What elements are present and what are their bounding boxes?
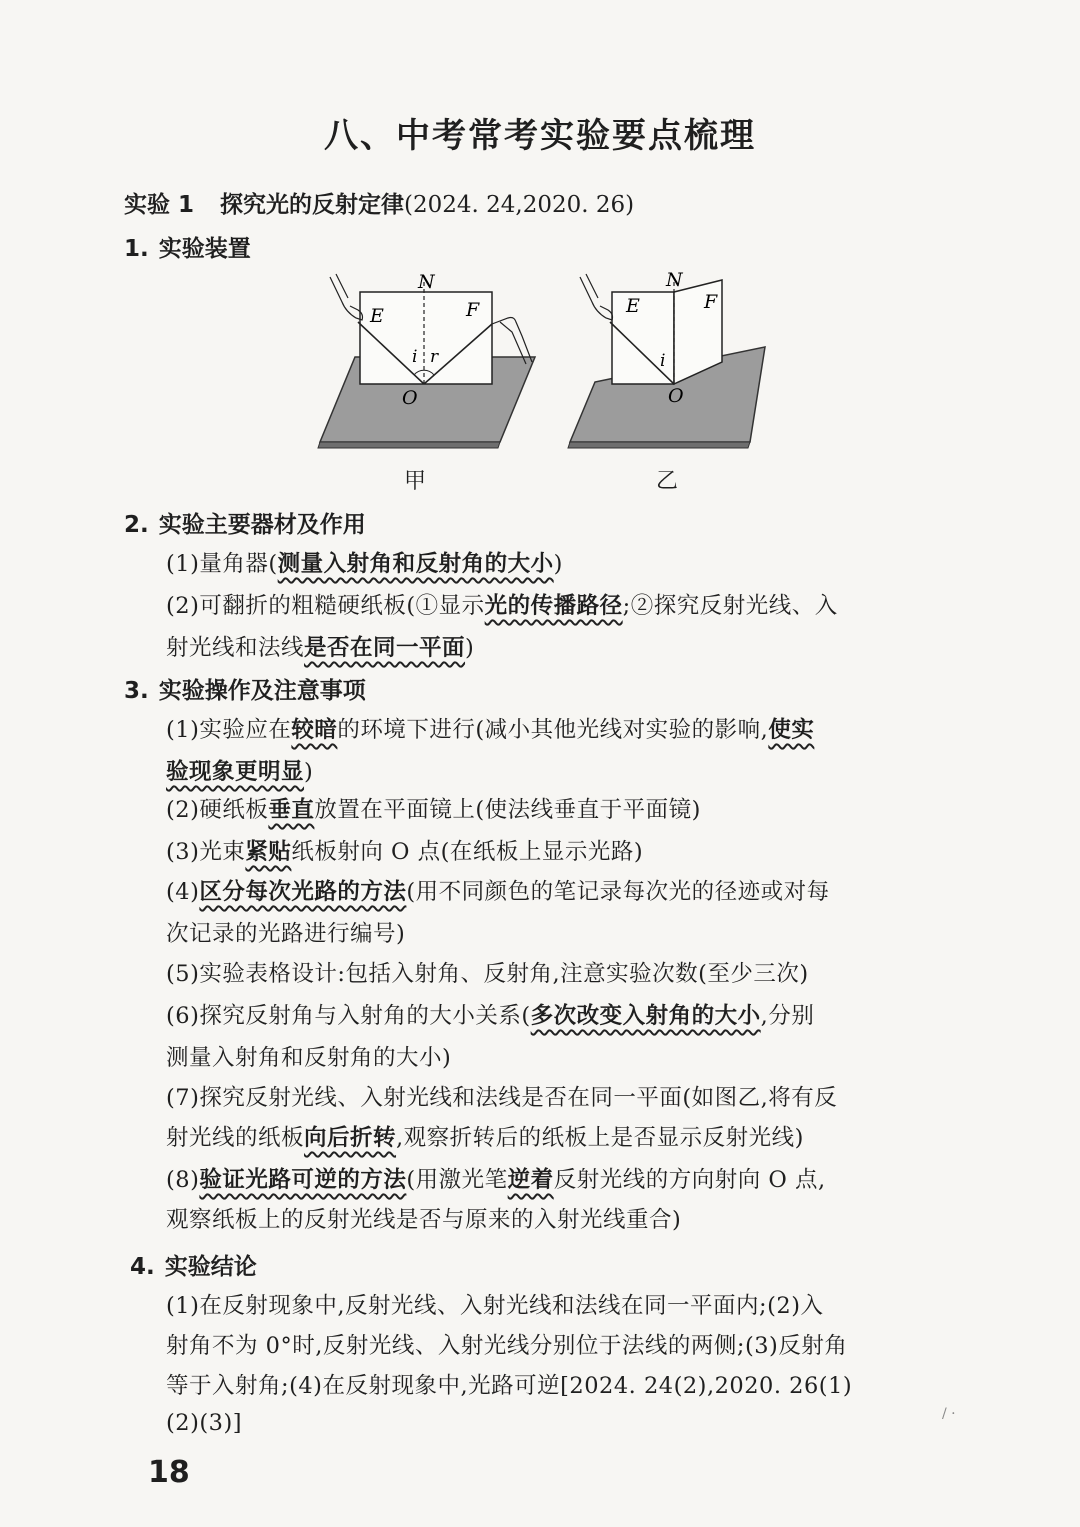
conclusion-line-4: (2)(3)] xyxy=(166,1410,243,1436)
key-point: 区分每次光路的方法 xyxy=(199,879,407,905)
section-apparatus xyxy=(124,230,251,263)
label-N-right: N xyxy=(666,269,683,291)
section-number: 3. xyxy=(124,678,149,704)
experiment-label: 实验 1 xyxy=(124,192,195,218)
conclusion-line-2: 射角不为 0°时,反射光线、入射光线分别位于法线的两侧;(3)反射角 xyxy=(166,1333,848,1359)
operation-6b: 测量入射角和反射角的大小) xyxy=(166,1045,452,1071)
section-number: 4. xyxy=(130,1254,155,1280)
operation-4b: 次记录的光路进行编号) xyxy=(166,921,406,947)
materials-line-3: 射光线和法线是否在同一平面) xyxy=(166,635,475,661)
caption-jia: 甲 xyxy=(404,469,427,494)
conclusion-line-3: 等于入射角;(4)在反射现象中,光路可逆[2024. 24(2),2020. 26(1) xyxy=(166,1373,853,1399)
operation-6a: (6)探究反射角与入射角的大小关系(多次改变入射角的大小,分别 xyxy=(166,1003,815,1029)
experiment-name: 探究光的反射定律 xyxy=(220,192,405,218)
section-title: 实验装置 xyxy=(158,236,251,262)
key-point: 是否在同一平面 xyxy=(304,635,466,661)
label-F: F xyxy=(466,299,480,321)
label-i-right: i xyxy=(660,351,666,371)
label-O-right: O xyxy=(668,385,684,407)
operation-4a: (4)区分每次光路的方法(用不同颜色的笔记录每次光的径迹或对每 xyxy=(166,879,830,905)
figure-left xyxy=(318,271,535,448)
conclusion-line-1: (1)在反射现象中,反射光线、入射光线和法线在同一平面内;(2)入 xyxy=(166,1293,824,1319)
label-F-right: F xyxy=(704,291,718,313)
section-operations xyxy=(124,672,366,705)
caption-yi: 乙 xyxy=(656,469,679,494)
key-point: 光的传播路径 xyxy=(484,593,623,619)
key-point: 垂直 xyxy=(268,797,315,823)
mirror-edge-right xyxy=(568,442,750,448)
operation-8b: 观察纸板上的反射光线是否与原来的入射光线重合) xyxy=(166,1207,682,1233)
page-number: 18 xyxy=(148,1455,190,1490)
materials-line-2: (2)可翻折的粗糙硬纸板(①显示光的传播路径;②探究反射光线、入 xyxy=(166,593,838,619)
operation-1a: (1)实验应在较暗的环境下进行(减小其他光线对实验的影响,使实 xyxy=(166,717,815,743)
section-conclusion xyxy=(130,1248,257,1281)
scan-mark: / · xyxy=(942,1406,956,1422)
key-point: 测量入射角和反射角的大小 xyxy=(277,551,554,577)
section-title: 实验结论 xyxy=(164,1254,257,1280)
experiment-heading xyxy=(124,186,634,219)
page-title: 八、中考常考实验要点梳理 xyxy=(324,116,756,156)
label-r: r xyxy=(430,347,439,367)
key-point: 多次改变入射角的大小 xyxy=(530,1003,761,1029)
operation-8a: (8)验证光路可逆的方法(用激光笔逆着反射光线的方向射向 O 点, xyxy=(166,1167,826,1193)
operation-1b: 验现象更明显) xyxy=(166,759,314,785)
section-number: 1. xyxy=(124,236,149,262)
key-point: 向后折转 xyxy=(304,1125,397,1151)
label-O: O xyxy=(402,387,418,409)
label-i: i xyxy=(412,347,418,367)
key-point: 较暗 xyxy=(291,717,338,743)
operation-3: (3)光束紧贴纸板射向 O 点(在纸板上显示光路) xyxy=(166,839,644,865)
key-point: 使实 xyxy=(768,717,815,743)
section-title: 实验主要器材及作用 xyxy=(158,512,366,538)
label-E-right: E xyxy=(626,295,640,317)
section-materials xyxy=(124,506,366,539)
operation-7a: (7)探究反射光线、入射光线和法线是否在同一平面(如图乙,将有反 xyxy=(166,1085,838,1111)
label-N: N xyxy=(418,271,435,293)
experiment-ref: (2024. 24,2020. 26) xyxy=(404,192,635,218)
operation-7b: 射光线的纸板向后折转,观察折转后的纸板上是否显示反射光线) xyxy=(166,1125,804,1151)
key-point: 紧贴 xyxy=(245,839,292,865)
section-number: 2. xyxy=(124,512,149,538)
key-point: 验现象更明显 xyxy=(166,759,305,785)
operation-2: (2)硬纸板垂直放置在平面镜上(使法线垂直于平面镜) xyxy=(166,797,701,823)
operation-5: (5)实验表格设计:包括入射角、反射角,注意实验次数(至少三次) xyxy=(166,961,809,987)
mirror-edge-left xyxy=(318,442,500,448)
hand-icon xyxy=(330,274,363,320)
label-E: E xyxy=(370,305,384,327)
key-point: 验证光路可逆的方法 xyxy=(199,1167,407,1193)
apparatus-figure xyxy=(300,262,800,462)
materials-line-1: (1)量角器(测量入射角和反射角的大小) xyxy=(166,551,563,577)
hand-icon-right xyxy=(580,274,613,320)
section-title: 实验操作及注意事项 xyxy=(158,678,366,704)
key-point: 逆着 xyxy=(507,1167,554,1193)
figure-right xyxy=(568,269,765,448)
